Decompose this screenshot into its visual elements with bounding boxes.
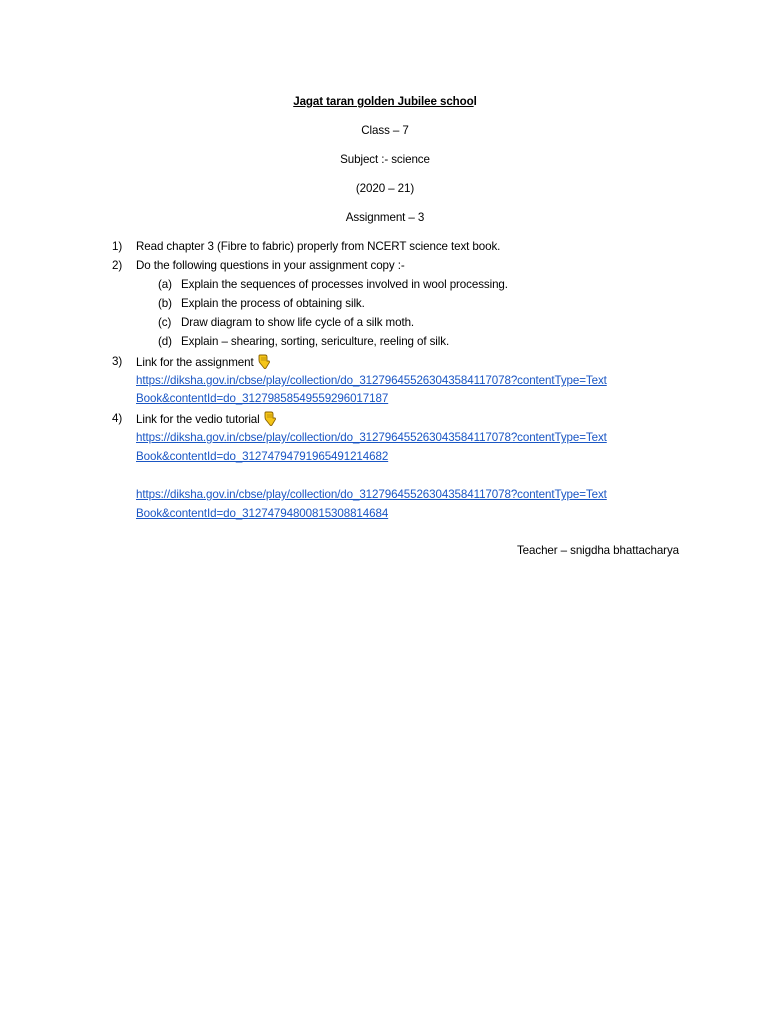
video-link-1[interactable]: https://diksha.gov.in/cbse/play/collection/do_312796455263043584117078?contentType=Text xyxy=(136,431,607,444)
item-text-wrap xyxy=(136,354,271,371)
class-line: Class – 7 xyxy=(361,124,409,137)
sub-item-label: (b) xyxy=(158,297,172,310)
hand-pointing-down-icon xyxy=(263,411,277,426)
item-number: 3) xyxy=(112,355,123,368)
item-text: Read chapter 3 (Fibre to fabric) properly from NCERT science text book. xyxy=(136,240,501,253)
sub-item-label: (c) xyxy=(158,316,172,329)
hand-pointing-down-icon xyxy=(257,354,271,369)
item-text: Do the following questions in your assignment copy :- xyxy=(136,259,405,272)
school-title-underlined: Jagat taran golden Jubilee schoo xyxy=(293,95,474,108)
video-link-2[interactable]: https://diksha.gov.in/cbse/play/collection/do_312796455263043584117078?contentType=Text xyxy=(136,488,607,501)
sub-item-label: (d) xyxy=(158,335,172,348)
video-link-2-continued[interactable]: Book&contentId=do_31274794800815308814684 xyxy=(136,507,389,520)
item-text: Link for the vedio tutorial xyxy=(136,413,260,426)
assignment-line: Assignment – 3 xyxy=(345,211,425,224)
subject-line: Subject :- science xyxy=(340,153,430,166)
school-title xyxy=(0,94,770,110)
item-number: 4) xyxy=(112,412,123,425)
item-text-wrap xyxy=(136,411,277,428)
school-title-tail: l xyxy=(473,95,477,108)
sub-item-text: Explain the sequences of processes involved in wool processing. xyxy=(181,278,508,291)
year-line: (2020 – 21) xyxy=(355,182,415,195)
sub-item-text: Draw diagram to show life cycle of a silk moth. xyxy=(181,316,415,329)
assignment-link-continued[interactable]: Book&contentId=do_31279858549559296017187 xyxy=(136,392,389,405)
assignment-link[interactable]: https://diksha.gov.in/cbse/play/collection/do_312796455263043584117078?contentType=Text xyxy=(136,374,607,387)
sub-item-label: (a) xyxy=(158,278,172,291)
item-number: 2) xyxy=(112,259,123,272)
sub-item-text: Explain – shearing, sorting, sericulture, reeling of silk. xyxy=(181,335,450,348)
item-text: Link for the assignment xyxy=(136,356,254,369)
sub-item-text: Explain the process of obtaining silk. xyxy=(181,297,365,310)
video-link-1-continued[interactable]: Book&contentId=do_31274794791965491214682 xyxy=(136,450,389,463)
teacher-signature-line: Teacher – snigdha bhattacharya xyxy=(516,544,679,557)
item-number: 1) xyxy=(112,240,123,253)
